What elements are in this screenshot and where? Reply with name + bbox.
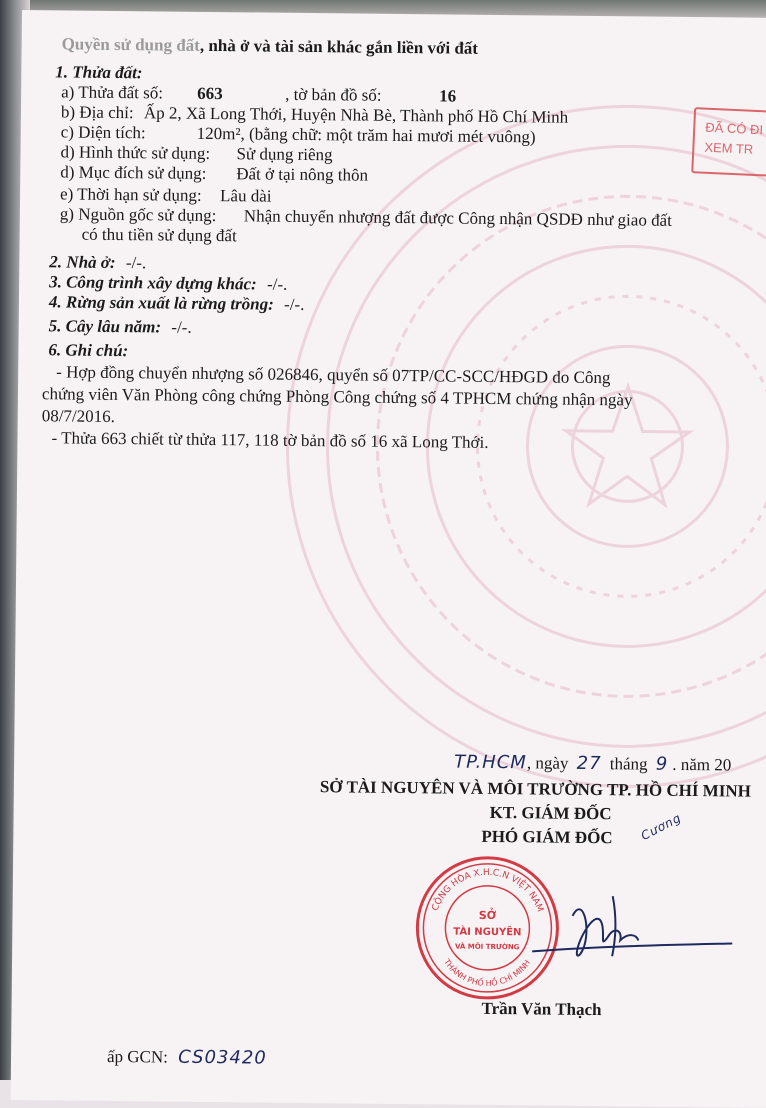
map-number-value: 16 bbox=[439, 86, 457, 106]
date-prefix: , ngày bbox=[526, 753, 569, 773]
day-handwritten: 27 bbox=[576, 752, 602, 775]
stamp-box bbox=[691, 107, 766, 178]
house-heading: 2. Nhà ở: bbox=[49, 252, 116, 272]
note-1-line-3: 08/7/2016. bbox=[41, 406, 116, 426]
notes-heading: 6. Ghi chú: bbox=[48, 340, 129, 361]
note-1-line-1: - Hợp đồng chuyển nhượng số 026846, quyển số 07TP/CC-SCC/HĐGD do Công bbox=[56, 362, 611, 388]
forest-heading: 4. Rừng sản xuất là rừng trồng: bbox=[48, 292, 274, 314]
address-label: b) Địa chỉ: bbox=[60, 102, 134, 123]
section-parcel-heading: 1. Thửa đất: bbox=[55, 62, 143, 83]
usage-origin-value-line1: Nhận chuyển nhượng đất được Công nhận QSDĐ như giao đất bbox=[243, 206, 672, 230]
year-label: . năm 20 bbox=[672, 754, 732, 775]
month-label: tháng bbox=[609, 754, 648, 774]
role-vice-director: PHÓ GIÁM ĐỐC bbox=[481, 826, 613, 848]
handwritten-signature bbox=[512, 885, 743, 977]
address-value: Ấp 2, Xã Long Thới, Huyện Nhà Bè, Thành phố Hồ Chí Minh bbox=[143, 103, 569, 127]
construction-value: -/-. bbox=[266, 274, 288, 294]
stamp-box-line-1: ĐÃ CÓ ĐI bbox=[704, 119, 764, 138]
signer-name: Trần Văn Thạch bbox=[481, 998, 602, 1020]
usage-form-value: Sử dụng riêng bbox=[236, 144, 333, 165]
stamp-box-line-2: XEM TR bbox=[704, 139, 754, 157]
seal-bottom-text: THÀNH PHỐ HỒ CHÍ MINH bbox=[442, 957, 533, 988]
note-1-line-2: chứng viên Văn Phòng công chứng Phòng Công chứng số 4 TPHCM chứng nhận ngày bbox=[41, 384, 633, 410]
usage-purpose-label: d) Mục đích sử dụng: bbox=[60, 162, 207, 183]
place-handwritten: TP.HCM bbox=[454, 751, 527, 774]
header-title: , nhà ở và tài sản khác gắn liền với đất bbox=[199, 35, 479, 58]
certificate-number-label: ấp GCN: bbox=[106, 1046, 169, 1067]
month-handwritten: 9 bbox=[655, 753, 669, 775]
forest-value: -/-. bbox=[284, 294, 305, 314]
note-2: - Thửa 663 chiết từ thửa 117, 118 tờ bản đồ số 16 xã Long Thới. bbox=[51, 428, 489, 452]
usage-form-label: d) Hình thức sử dụng: bbox=[60, 142, 211, 163]
header-faded-prefix: Quyền sử dụng đất bbox=[61, 34, 200, 55]
area-value: 120m², (bằng chữ: một trăm hai mươi mét vuông) bbox=[196, 123, 536, 147]
usage-purpose-value: Đất ở tại nông thôn bbox=[236, 164, 369, 185]
seal-center-line-3: VÀ MÔI TRƯỜNG bbox=[454, 942, 520, 952]
area-label: c) Diện tích: bbox=[60, 122, 146, 143]
map-number-label: , tờ bản đồ số: bbox=[285, 84, 382, 105]
usage-term-label: e) Thời hạn sử dụng: bbox=[59, 184, 202, 205]
trees-heading: 5. Cây lâu năm: bbox=[48, 316, 162, 337]
house-value: -/-. bbox=[125, 253, 147, 273]
usage-origin-value-line2: có thu tiền sử dụng đất bbox=[81, 224, 237, 246]
parcel-number-label: a) Thửa đất số: bbox=[61, 82, 164, 103]
certificate-page bbox=[11, 10, 766, 1108]
seal-ring-text: CỘNG HÒA X.H.C.N VIỆT NAM bbox=[430, 867, 545, 914]
parcel-number-value: 663 bbox=[197, 83, 223, 104]
role-deputy-for-director: KT. GIÁM ĐỐC bbox=[489, 802, 612, 824]
usage-term-value: Lâu dài bbox=[219, 186, 272, 206]
usage-origin-label: g) Nguồn gốc sử dụng: bbox=[59, 204, 217, 226]
initials-handwritten: Cương bbox=[638, 810, 684, 843]
trees-value: -/-. bbox=[171, 317, 192, 337]
seal-center-line-1: SỞ bbox=[478, 908, 497, 923]
seal-center-line-2: TÀI NGUYÊN bbox=[453, 926, 522, 939]
certificate-number-handwritten: CS03420 bbox=[178, 1046, 267, 1069]
construction-heading: 3. Công trình xây dựng khác: bbox=[49, 272, 257, 294]
agency-name: SỞ TÀI NGUYÊN VÀ MÔI TRƯỜNG TP. HỒ CHÍ MINH bbox=[319, 777, 752, 801]
